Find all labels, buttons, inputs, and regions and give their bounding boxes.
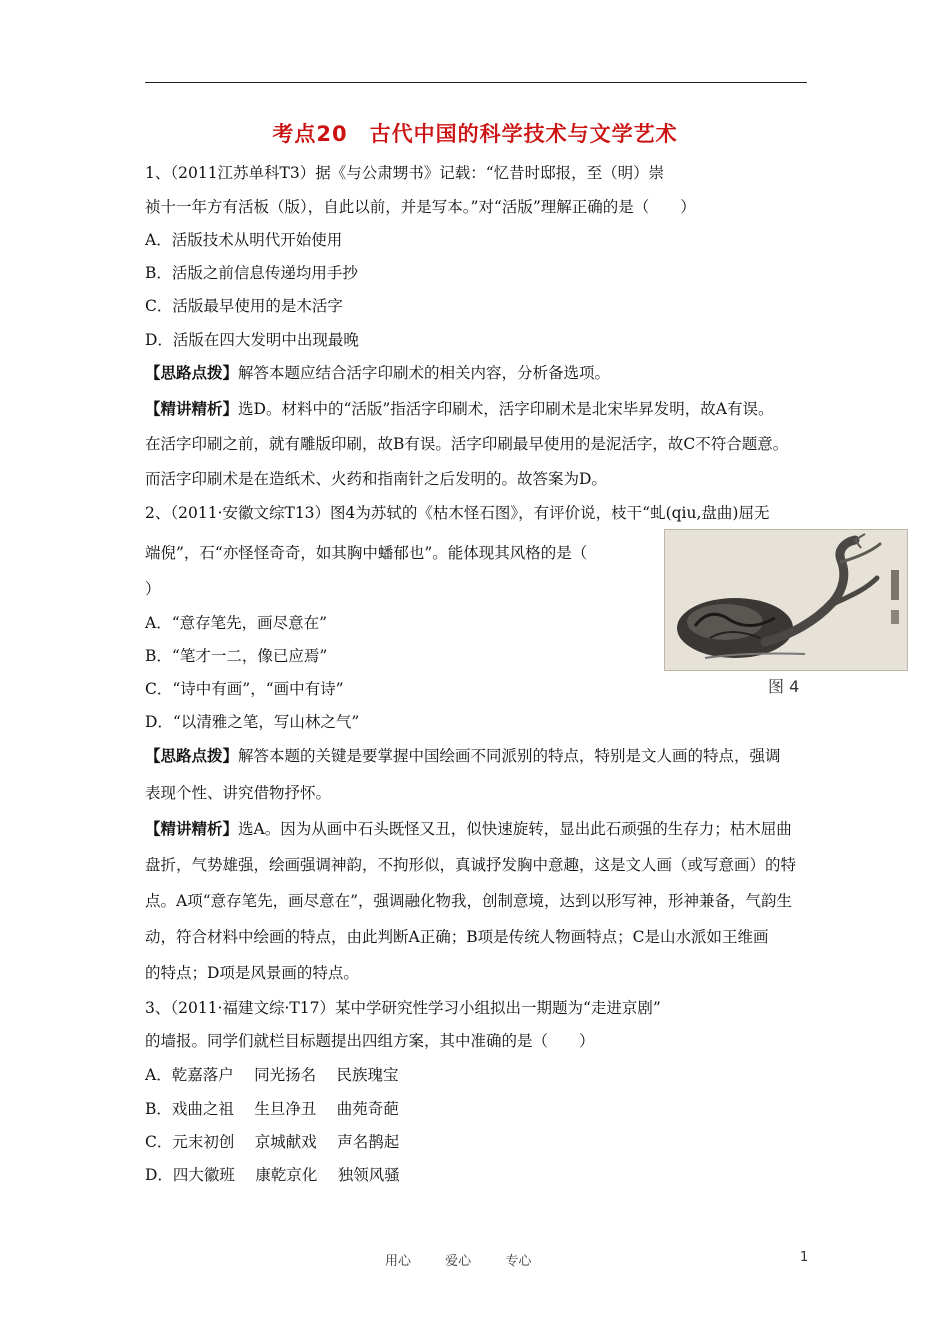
q1-analysis — [145, 399, 774, 419]
q2-hint-label: 【思路点拨】 — [145, 747, 239, 765]
painting-figure — [664, 529, 908, 671]
q2-option-a: A．“意存笔先，画尽意在” — [145, 614, 328, 632]
q1-option-c: C．活版最早使用的是木活字 — [145, 297, 343, 315]
q2-analysis-line5: 的特点；D项是风景画的特点。 — [145, 964, 359, 982]
q3-option-a: A．乾嘉落户 同光扬名 民族瑰宝 — [145, 1066, 399, 1084]
q2-option-d: D．“以清雅之笔，写山林之气” — [145, 713, 360, 731]
q2-analysis-label: 【精讲精析】 — [145, 820, 239, 838]
q1-option-a: A．活版技术从明代开始使用 — [145, 231, 343, 249]
q2-stem-line1: 2、（2011·安徽文综T13）图4为苏轼的《枯木怪石图》，有评价说，枝干“虬(qiu,盘曲)屈无 — [145, 504, 770, 522]
q1-stem-line2: 祯十一年方有活板（版），自此以前，并是写本。”对“活版”理解正确的是（ ） — [145, 198, 696, 216]
q2-analysis-line2: 盘折，气势雄强，绘画强调神韵，不拘形似，真诚抒发胸中意趣，这是文人画（或写意画）的特 — [145, 856, 797, 874]
page-number: 1 — [800, 1250, 809, 1265]
q2-hint — [145, 746, 781, 766]
q1-hint-text: 解答本题应结合活字印刷术的相关内容，分析备选项。 — [238, 364, 611, 382]
q1-option-b: B．活版之前信息传递均用手抄 — [145, 264, 358, 282]
q1-analysis-label: 【精讲精析】 — [145, 400, 239, 418]
q2-hint-line1: 解答本题的关键是要掌握中国绘画不同派别的特点，特别是文人画的特点，强调 — [238, 747, 781, 765]
footer-word-2: 爱心 — [445, 1254, 472, 1269]
q2-analysis-line1: 选A。因为从画中石头既怪又丑，似快速旋转，显出此石顽强的生存力；枯木屈曲 — [238, 820, 792, 838]
q1-stem-line1: 1、（2011江苏单科T3）据《与公肃甥书》记载：“忆昔时邸报，至（明）崇 — [145, 164, 665, 182]
page-title: 考点20 古代中国的科学技术与文学艺术 — [272, 122, 678, 146]
footer-word-1: 用心 — [385, 1254, 412, 1269]
q2-option-b: B．“笔才一二，像已应焉” — [145, 647, 328, 665]
withered-tree-rock-painting — [665, 530, 907, 670]
header-rule — [145, 82, 807, 83]
q1-analysis-line1: 选D。材料中的“活版”指活字印刷术，活字印刷术是北宋毕昇发明，故A有误。 — [238, 400, 774, 418]
q3-option-c: C．元末初创 京城献戏 声名鹊起 — [145, 1133, 400, 1151]
q1-hint — [145, 363, 610, 383]
q1-hint-label: 【思路点拨】 — [145, 364, 239, 382]
footer-word-3: 专心 — [505, 1254, 532, 1269]
q3-option-d: D．四大徽班 康乾京化 独领风骚 — [145, 1166, 400, 1184]
figure-caption: 图 4 — [768, 677, 800, 696]
q1-option-d: D．活版在四大发明中出现最晚 — [145, 331, 359, 349]
q2-hint-line2: 表现个性、讲究借物抒怀。 — [145, 784, 332, 802]
q2-analysis — [145, 819, 792, 839]
q2-analysis-line3: 点。A项“意存笔先，画尽意在”，强调融化物我，创制意境，达到以形写神，形神兼备，气韵生 — [145, 892, 793, 910]
q2-option-c: C．“诗中有画”，“画中有诗” — [145, 680, 344, 698]
q2-stem-line3: ） — [145, 580, 161, 598]
q3-stem-line1: 3、（2011·福建文综·T17）某中学研究性学习小组拟出一期题为“走进京剧” — [145, 999, 661, 1017]
q3-option-b: B．戏曲之祖 生旦净丑 曲苑奇葩 — [145, 1100, 399, 1118]
footer-motto — [385, 1250, 561, 1269]
q3-stem-line2: 的墙报。同学们就栏目标题提出四组方案，其中准确的是（ ） — [145, 1032, 595, 1050]
q1-analysis-line3: 而活字印刷术是在造纸术、火药和指南针之后发明的。故答案为D。 — [145, 470, 607, 488]
q1-analysis-line2: 在活字印刷之前，就有雕版印刷，故B有误。活字印刷最早使用的是泥活字，故C不符合题意。 — [145, 435, 789, 453]
q2-analysis-line4: 动，符合材料中绘画的特点，由此判断A正确；B项是传统人物画特点；C是山水派如王维画 — [145, 928, 769, 946]
q2-stem-line2: 端倪”，石“亦怪怪奇奇，如其胸中蟠郁也”。能体现其风格的是（ — [145, 544, 588, 562]
